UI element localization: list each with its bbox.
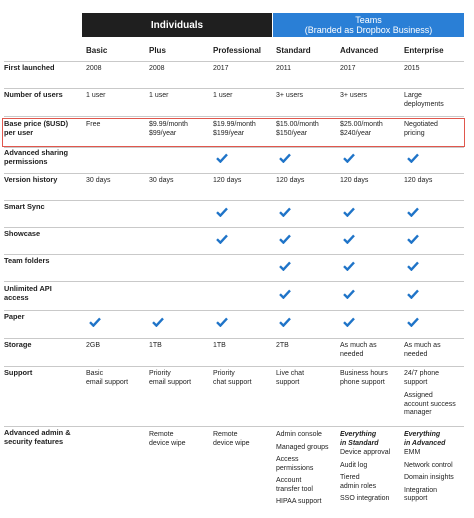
table-cell: 1 user (149, 92, 169, 99)
table-cell: 2GB (86, 342, 101, 349)
table-cell: 1 user (86, 92, 106, 99)
table-cell: Managed groups (276, 443, 329, 451)
plan-header-advanced: Advanced (340, 46, 379, 55)
individuals-header: Individuals (82, 13, 272, 37)
table-cell: 2015 (404, 65, 420, 72)
checkmark-icon (279, 317, 291, 327)
plan-header-professional: Professional (213, 46, 262, 55)
row-label: Paper (4, 312, 25, 321)
table-cell: Large deployments (404, 92, 444, 108)
table-cell: Negotiated pricing (404, 121, 438, 137)
checkmark-icon (343, 289, 355, 299)
checkmark-icon (279, 234, 291, 244)
table-cell: SSO integration (340, 495, 390, 502)
row-divider (4, 200, 464, 201)
table-cell: Admin console (276, 431, 322, 438)
table-cell: 2011 (276, 65, 292, 72)
table-cell: 120 days (404, 177, 433, 184)
checkmark-icon (343, 261, 355, 271)
table-cell: 120 days (213, 177, 242, 184)
table-cell: 1 user (213, 92, 233, 99)
row-label: Team folders (4, 256, 50, 265)
row-divider (4, 227, 464, 228)
table-cell: Priority chat support (213, 370, 252, 386)
teams-subtitle: (Branded as Dropbox Business) (304, 25, 433, 35)
checkmark-icon (216, 317, 228, 327)
table-cell: $9.99/month $99/year (149, 121, 188, 137)
row-label: Number of users (4, 90, 63, 99)
checkmark-icon (343, 207, 355, 217)
table-cell: As much as needed (340, 342, 377, 358)
base-price-highlight (2, 118, 465, 147)
row-label: Base price ($USD) per user (4, 119, 69, 137)
table-cell: Remote device wipe (213, 431, 250, 447)
row-divider (4, 338, 464, 339)
table-cell: 2TB (276, 342, 289, 349)
checkmark-icon (216, 207, 228, 217)
checkmark-icon (343, 317, 355, 327)
row-divider (4, 116, 464, 117)
row-label: Smart Sync (4, 202, 45, 211)
checkmark-icon (343, 234, 355, 244)
table-cell: 2017 (213, 65, 229, 72)
plan-header-standard: Standard (276, 46, 311, 55)
checkmark-icon (152, 317, 164, 327)
checkmark-icon (407, 207, 419, 217)
row-label: Unlimited API access (4, 284, 52, 302)
row-divider (4, 310, 464, 311)
table-cell: EMM (404, 449, 421, 456)
plan-header-basic: Basic (86, 46, 108, 55)
checkmark-icon (279, 207, 291, 217)
table-cell: 2008 (149, 65, 165, 72)
row-divider (4, 254, 464, 255)
table-cell: Integration support (404, 486, 438, 503)
row-label: Showcase (4, 229, 41, 238)
table-cell: Priority email support (149, 370, 192, 386)
table-cell: HIPAA support (276, 498, 322, 505)
table-cell: 1TB (213, 342, 226, 349)
table-cell: 3+ users (340, 92, 368, 99)
row-label: Support (4, 368, 33, 377)
table-cell: 24/7 phone support (404, 370, 440, 386)
table-cell-heading: Everything in Advanced (404, 431, 446, 447)
table-cell: 3+ users (276, 92, 304, 99)
table-cell: Remote device wipe (149, 431, 186, 447)
checkmark-icon (407, 153, 419, 163)
checkmark-icon (407, 289, 419, 299)
row-divider (4, 281, 464, 282)
checkmark-icon (343, 153, 355, 163)
checkmark-icon (89, 317, 101, 327)
plan-header-enterprise: Enterprise (404, 46, 444, 55)
table-cell: $25.00/month $240/year (340, 121, 383, 137)
teams-title: Teams (355, 15, 382, 25)
table-cell: Live chat support (276, 370, 305, 386)
row-divider (4, 366, 464, 367)
table-cell: $19.99/month $199/year (213, 121, 256, 137)
checkmark-icon (216, 234, 228, 244)
table-cell: Access permissions (276, 456, 314, 472)
checkmark-icon (279, 153, 291, 163)
teams-header (273, 13, 464, 37)
checkmark-icon (407, 261, 419, 271)
table-cell: 2008 (86, 65, 102, 72)
row-divider (4, 426, 464, 427)
table-cell: 30 days (149, 177, 174, 184)
table-cell: Device approval (340, 449, 391, 456)
checkmark-icon (279, 261, 291, 271)
table-cell: $15.00/month $150/year (276, 121, 319, 137)
table-cell: 120 days (340, 177, 369, 184)
checkmark-icon (407, 317, 419, 327)
row-label: Storage (4, 340, 32, 349)
table-cell: Business hours phone support (340, 370, 388, 386)
checkmark-icon (407, 234, 419, 244)
table-cell: Audit log (340, 461, 368, 469)
table-cell: 2017 (340, 65, 356, 72)
row-divider (4, 61, 464, 62)
table-cell: Free (86, 121, 101, 128)
table-cell-heading: Everything in Standard (340, 431, 379, 447)
row-label: Advanced admin & security features (4, 428, 71, 446)
row-label: Version history (4, 175, 58, 184)
table-cell: Account transfer tool (276, 477, 313, 493)
table-cell: Tiered admin roles (340, 474, 377, 490)
table-cell: 120 days (276, 177, 305, 184)
plan-header-plus: Plus (149, 46, 166, 55)
row-label: Advanced sharing permissions (4, 148, 69, 166)
table-cell: Assigned account success manager (404, 392, 456, 417)
table-cell: 30 days (86, 177, 111, 184)
table-cell: As much as needed (404, 342, 441, 358)
table-cell: Domain insights (404, 474, 454, 481)
table-cell: Network control (404, 461, 453, 469)
row-divider (4, 173, 464, 174)
row-label: First launched (4, 63, 55, 72)
table-cell: Basic email support (86, 370, 129, 386)
table-cell: 1TB (149, 342, 162, 349)
checkmark-icon (279, 289, 291, 299)
checkmark-icon (216, 153, 228, 163)
row-divider (4, 88, 464, 89)
